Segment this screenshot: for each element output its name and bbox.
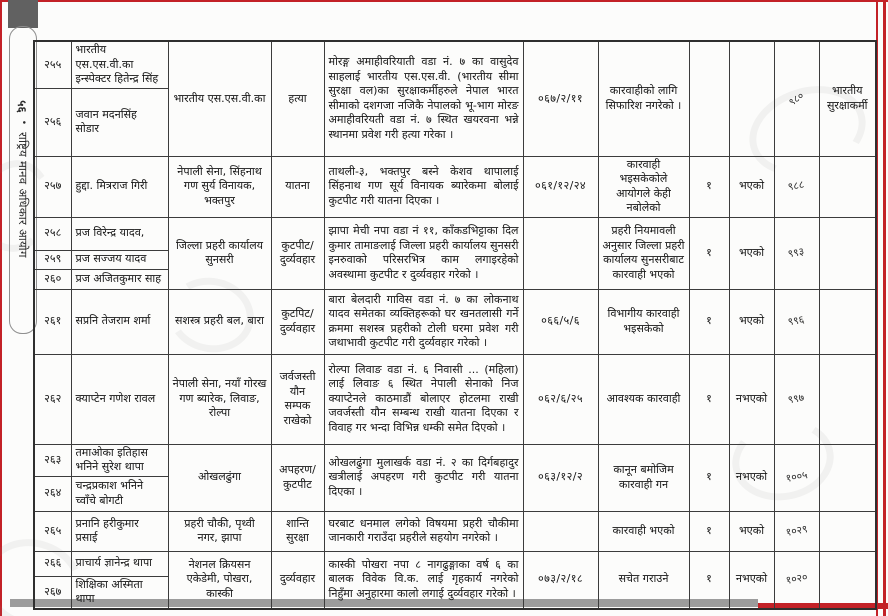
incident-desc-cell: झापा मेची नपा वडा नं ११, काँकडभिट्टाका दिल कुमार तामाङलाई जिल्ला प्रहरी कार्यालय सुनसरी इनरुवाको परिसरभित्र काम लगाइरहेको अवस्थामा कुटपीट र दुर्व्यवहार गरेको । xyxy=(324,217,523,289)
sn-cell: २५८ xyxy=(34,217,71,250)
table-row xyxy=(34,444,876,476)
perpetrator-cell: प्राचार्य ज्ञानेन्द्र थापा xyxy=(71,551,168,576)
incident-desc-cell: ताथली-३, भक्तपुर बस्ने केशव थापालाई सिंहनाथ गण सूर्य विनायक ब्यारेकमा बोलाई कुटपीट गरी यातना दिएका । xyxy=(324,156,523,217)
remarks-cell xyxy=(819,444,876,511)
date-cell: ०६६/५/६ xyxy=(523,289,598,354)
ref-number-cell xyxy=(774,156,819,217)
remarks-cell xyxy=(819,156,876,217)
scan-border-right-outer xyxy=(883,0,886,616)
table-row xyxy=(34,217,876,250)
org-cell: नेपाली सेना, नयाँ गोरख गण ब्यारेक, लिवाङ, रोल्पा xyxy=(168,354,271,444)
ref-number: ९८८ xyxy=(787,178,806,194)
remarks-cell xyxy=(819,511,876,551)
sn-cell: २५५ xyxy=(34,41,71,88)
count-cell: १ xyxy=(689,217,729,289)
date-cell: ०७३/२/१८ xyxy=(523,551,598,609)
ref-number-cell xyxy=(774,289,819,354)
ref-number: १००५ xyxy=(784,469,809,486)
status-cell: भएको xyxy=(729,217,774,289)
incident-desc-cell: कास्की पोखरा नपा ८ नागढुङ्गाका वर्ष ६ का बालक विवेक वि.क. लाई गृहकार्य नगरेको निहुँमा अनुहारमा कालो लगाई दुर्व्यवहार गरेको । xyxy=(324,551,523,609)
violation-type-cell: शान्ति सुरक्षा xyxy=(271,511,324,551)
status-cell: नभएको xyxy=(729,444,774,511)
sn-cell: २५९ xyxy=(34,250,71,269)
scan-border-left xyxy=(0,0,2,616)
perpetrator-cell: चन्द्रप्रकाश भनिने च्वाँचे बोगटी xyxy=(71,476,168,511)
date-cell: ०६३/१२/२ xyxy=(523,444,598,511)
decision-cell: कारवाही भइसकेकोले आयोगले केही नबोलेको xyxy=(598,156,689,217)
date-cell: ०६२/६/२५ xyxy=(523,354,598,444)
perpetrator-cell: प्रनानि हरीकुमार प्रसाई xyxy=(71,511,168,551)
violation-type-cell: अपहरण/ कुटपीट xyxy=(271,444,324,511)
perpetrator-cell: भारतीय एस.एस.वी.का इन्स्पेक्टर हितेन्द्र सिंह xyxy=(71,41,168,88)
sn-cell: २६१ xyxy=(34,289,71,354)
sn-cell: २६० xyxy=(34,269,71,289)
date-cell xyxy=(523,217,598,289)
perpetrator-cell: तमाओका इतिहास भनिने सुरेश थापा xyxy=(71,444,168,476)
complaints-table xyxy=(33,40,877,610)
count-cell: १ xyxy=(689,444,729,511)
status-cell: भएको xyxy=(729,156,774,217)
org-cell: जिल्ला प्रहरी कार्यालय सुनसरी xyxy=(168,217,271,289)
ref-number: १०२० xyxy=(784,571,809,588)
sn-cell: २५६ xyxy=(34,88,71,156)
decision-cell: कारवाही भएको xyxy=(598,511,689,551)
sn-cell: २६५ xyxy=(34,511,71,551)
org-cell: प्रहरी चौकी, पृथ्वी नगर, झापा xyxy=(168,511,271,551)
count-cell: १ xyxy=(689,354,729,444)
table-row xyxy=(34,551,876,576)
decision-cell: सचेत गराउने xyxy=(598,551,689,609)
table-row xyxy=(34,156,876,217)
remarks-cell xyxy=(819,354,876,444)
count-cell: १ xyxy=(689,511,729,551)
decision-cell: कारवाहीको लागि सिफारिश नगरेको । xyxy=(598,41,689,156)
sn-cell: २६४ xyxy=(34,476,71,511)
status-cell xyxy=(729,41,774,156)
org-cell: भारतीय एस.एस.वी.का xyxy=(168,41,271,156)
perpetrator-cell: प्रज विरेन्द्र यादव, xyxy=(71,217,168,250)
decision-cell: विभागीय कारवाही भइसकेको xyxy=(598,289,689,354)
ref-number-cell xyxy=(774,511,819,551)
ref-number: ९८० xyxy=(786,90,806,109)
ref-number: ९९३ xyxy=(787,245,806,261)
org-cell: सशस्त्र प्रहरी बल, बारा xyxy=(168,289,271,354)
ref-number-cell xyxy=(774,354,819,444)
ref-number-cell xyxy=(774,551,819,609)
remarks-cell xyxy=(819,289,876,354)
perpetrator-cell: प्रज सज्जय यादव xyxy=(71,250,168,269)
decision-cell: कानून बमोजिम कारवाही गन xyxy=(598,444,689,511)
table-row xyxy=(34,41,876,88)
ref-number-cell xyxy=(774,217,819,289)
count-cell: १ xyxy=(689,156,729,217)
sn-cell: २६७ xyxy=(34,576,71,609)
page-number: ५६ xyxy=(15,100,30,113)
remarks-cell xyxy=(819,551,876,609)
incident-desc-cell: घरबाट धनमाल लगेको विषयमा प्रहरी चौकीमा जानकारी गराउँदा प्रहरीले सहयोग नगरेको । xyxy=(324,511,523,551)
date-cell: ०६१/१२/२४ xyxy=(523,156,598,217)
table-row xyxy=(34,511,876,551)
count-cell: १ xyxy=(689,551,729,609)
violation-type-cell: यातना xyxy=(271,156,324,217)
ref-number: १०२९ xyxy=(784,522,809,539)
table-row xyxy=(34,289,876,354)
report-title: राष्ट्रिय मानव अधिकार आयोग xyxy=(16,132,31,258)
org-cell: ओखलढुंगा xyxy=(168,444,271,511)
sn-cell: २६६ xyxy=(34,551,71,576)
violation-type-cell: दुर्व्यवहार xyxy=(271,551,324,609)
count-cell: १ xyxy=(689,289,729,354)
scan-border-top xyxy=(0,0,888,2)
perpetrator-cell: प्रज अजितकुमार साह xyxy=(71,269,168,289)
violation-type-cell: कुटपिट/ दुर्व्यवहार xyxy=(271,289,324,354)
status-cell: भएको xyxy=(729,289,774,354)
incident-desc-cell: रोल्पा लिवाङ वडा नं. ६ निवासी ... (महिला) लाई लिवाङ ६ स्थित नेपाली सेनाको निज क्याप्टेनले काठमाडौं बोलाएर होटलमा राखी जवर्जस्ती यौन सम्बन्ध राखी यातना दिएका र विवाह गर भन्दा विभिन्न धम्की समेत दिएको । xyxy=(324,354,523,444)
decision-cell: प्रहरी नियमावली अनुसार जिल्ला प्रहरी कार्यालय सुनसरीबाट कारवाही भएको xyxy=(598,217,689,289)
perpetrator-cell: क्याप्टेन गणेश रावल xyxy=(71,354,168,444)
bullet-separator: • xyxy=(18,119,28,126)
table-row xyxy=(34,354,876,444)
perpetrator-cell: हुद्दा. मित्रराज गिरी xyxy=(71,156,168,217)
status-cell: भएको xyxy=(729,511,774,551)
ref-number-cell xyxy=(774,444,819,511)
sn-cell: २६३ xyxy=(34,444,71,476)
remarks-cell xyxy=(819,217,876,289)
ref-number: ९९७ xyxy=(787,391,806,407)
decision-cell: आवश्यक कारवाही xyxy=(598,354,689,444)
status-cell: नभएको xyxy=(729,354,774,444)
violation-type-cell: हत्या xyxy=(271,41,324,156)
date-cell xyxy=(523,511,598,551)
sidebar-top-bar xyxy=(8,0,38,28)
org-cell: नेपाली सेना, सिंहनाथ गण सुर्य विनायक, भक्तपुर xyxy=(168,156,271,217)
ref-number: ९९६ xyxy=(787,313,806,329)
incident-desc-cell: बारा बेलदारी गाविस वडा नं. ७ का लोकनाथ यादव समेतका व्यक्तिहरूको घर खनतलासी गर्ने क्रममा सशस्त्र प्रहरीको टोली घरमा प्रवेश गरी जथाभावी कुटपीट गरी दुर्व्यवहार गरेको । xyxy=(324,289,523,354)
sn-cell: २६२ xyxy=(34,354,71,444)
remarks-cell: भारतीय सुरक्षाकर्मी xyxy=(819,41,876,156)
perpetrator-cell: सप्रनि तेजराम शर्मा xyxy=(71,289,168,354)
incident-desc-cell: ओखलढुंगा मुलाखर्क वडा नं. २ का दिर्गबहादुर खत्रीलाई अपहरण गरी कुटपीट गरी यातना दिएका । xyxy=(324,444,523,511)
incident-desc-cell: मोरङ्ग अमाहीवरियाती वडा नं. ७ का वासुदेव साहलाई भारतीय एस.एस.वी. (भारतीय सीमा सुरक्षा वल)का सुरक्षाकर्मीहरुले नेपाल भारत सीमाको दशगजा नजिकै नेपालको भू-भाग मोरङ अमाहीवरियती वडा नं. ७ स्थित खयरवना भन्ने स्थानमा प्रवेश गरी हत्या गरेका । xyxy=(324,41,523,156)
status-cell: नभएको xyxy=(729,551,774,609)
date-cell: ०६७/२/११ xyxy=(523,41,598,156)
count-cell xyxy=(689,41,729,156)
violation-type-cell: जर्वजस्ती यौन सम्पक राखेको xyxy=(271,354,324,444)
perpetrator-cell: शिक्षिका अस्मिता थापा xyxy=(71,576,168,609)
sn-cell: २५७ xyxy=(34,156,71,217)
perpetrator-cell: जवान मदनसिंह सोडार xyxy=(71,88,168,156)
violation-type-cell: कुटपीट/ दुर्व्यवहार xyxy=(271,217,324,289)
ref-number-cell xyxy=(774,41,819,156)
org-cell: नेशनल क्रियसन एकेडेमी, पोखरा, कास्की xyxy=(168,551,271,609)
